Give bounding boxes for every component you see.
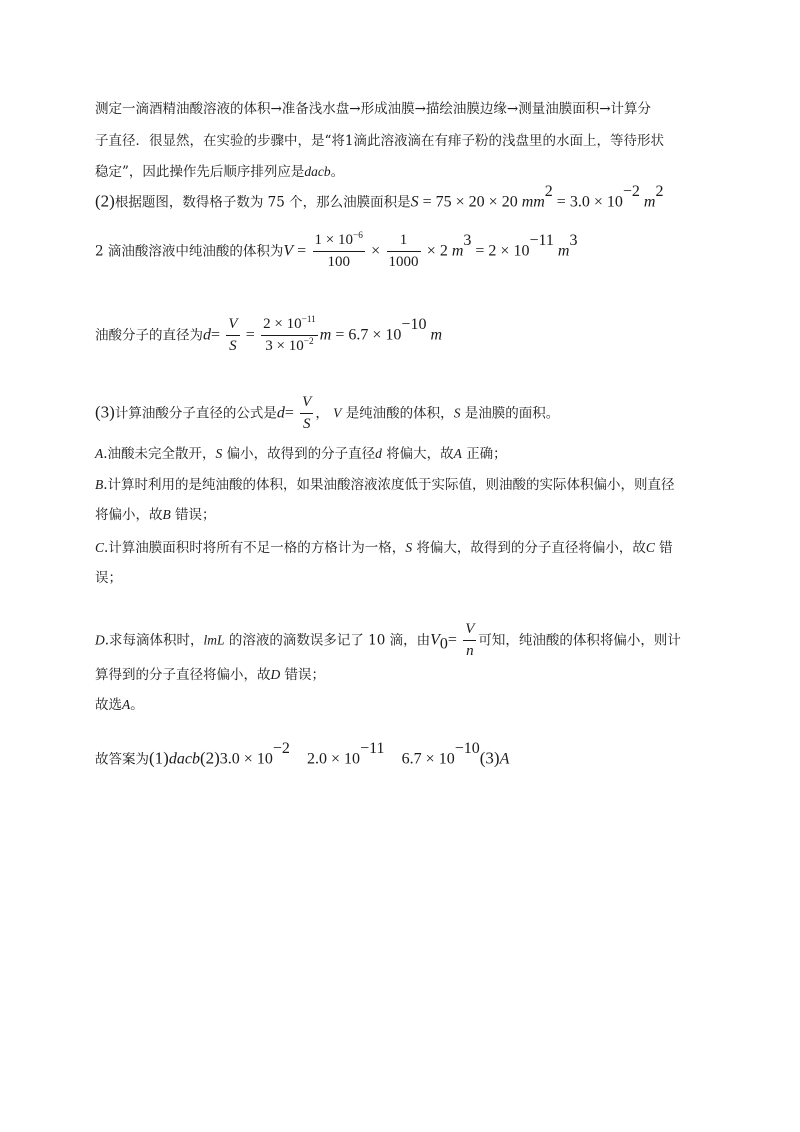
- option-d-text: D.求每滴体积时，lmL 的溶液的滴数误多记了 10 滴，由$V_0=$ $\frac{V}{n}$ 可知，纯油酸的体积将偏小，则计: [95, 621, 681, 660]
- option-a-text: A.油酸未完全散开，S 偏小，故得到的分子直径d 将偏大，故A 正确；: [95, 446, 507, 462]
- fraction: $\frac{1 \times 10^{-6}}{100}$: [314, 230, 363, 271]
- text: 油酸分子的直径为: [95, 327, 203, 344]
- formula-line: (3)计算油酸分子直径的公式是d= $\frac{V}{S}$ ， V 是纯油酸的体积，S 是油膜的面积。: [95, 394, 560, 433]
- volume-equation: 2 滴油酸溶液中纯油酸的体积为V = $\frac{1 \times 10^{-6}}{100}$ × $\frac{1}{1000}$ × 2 $m^3 = 2 \times 10^{-11}$ $m^3$: [95, 230, 578, 271]
- symbol-d: d: [203, 326, 211, 344]
- text: 计算油酸分子直径的公式是: [114, 405, 277, 422]
- answer-order: dacb: [304, 164, 331, 179]
- fraction: $\frac{V}{S}$: [228, 316, 238, 355]
- text: 根据题图，数得格子数为 75 个，那么油膜面积是: [114, 194, 411, 211]
- symbol-V: V: [283, 242, 294, 260]
- part-label: (3): [95, 402, 115, 422]
- text: 子直径．很显然，在实验的步骤中，是“将1滴此溶液滴在有痱子粉的浅盘里的水面上，等待形状: [95, 133, 664, 149]
- fraction: $\frac{1}{1000}$: [388, 232, 419, 271]
- final-answer: 故答案为(1)dacb(2)3.0 × $10^{-2}$ $2.0 \times 10^{-11}$ $6.7 \times 10^{-10}(3)A$: [95, 740, 510, 768]
- text-line: [95, 103, 651, 117]
- text: 。: [330, 164, 345, 180]
- fraction: $\frac{V}{S}$: [302, 394, 312, 433]
- text-line: [95, 135, 664, 149]
- text: 稳定”，因此操作先后顺序排列应是: [95, 164, 305, 180]
- text: 测定一滴酒精油酸溶液的体积→准备浅水盘→形成油膜→描绘油膜边缘→测量油膜面积→计算分: [95, 101, 652, 117]
- selection-text: 故选A。: [95, 697, 144, 713]
- fraction: $\frac{2 \times 10^{-11}}{3 \times 10^{-2}}$: [263, 314, 316, 355]
- option-c-text-cont: 误；: [95, 570, 122, 586]
- unit-mm: mm: [521, 193, 545, 211]
- text: 2 滴油酸溶液中纯油酸的体积为: [95, 243, 284, 260]
- fraction: $\frac{V}{n}$: [465, 621, 475, 660]
- part-label: (2): [95, 191, 115, 211]
- symbol-S: S: [410, 193, 419, 211]
- option-c-text: C.计算油膜面积时将所有不足一格的方格计为一格，S 将偏大，故得到的分子直径将偏小，故C 错: [95, 540, 673, 556]
- option-b-text: B.计算时利用的是纯油酸的体积，如果油酸溶液浓度低于实际值，则油酸的实际体积偏小，则直径: [95, 477, 675, 493]
- diameter-equation: 油酸分子的直径为d= $\frac{V}{S}$ = $\frac{2 \times 10^{-11}}{3 \times 10^{-2}}$ $m = 6.7 \times 10^{-10}$ m: [95, 314, 443, 355]
- area-equation: (2)根据题图，数得格子数为 75 个，那么油膜面积是S = 75 × 20 × 20 $mm^2 = 3.0 \times 10^{-2}$ $m^2$: [95, 183, 664, 211]
- option-b-text-cont: 将偏小，故B 错误；: [95, 507, 216, 523]
- text-line: [95, 165, 344, 180]
- option-d-text-cont: 算得到的分子直径将偏小，故D 错误；: [95, 667, 326, 683]
